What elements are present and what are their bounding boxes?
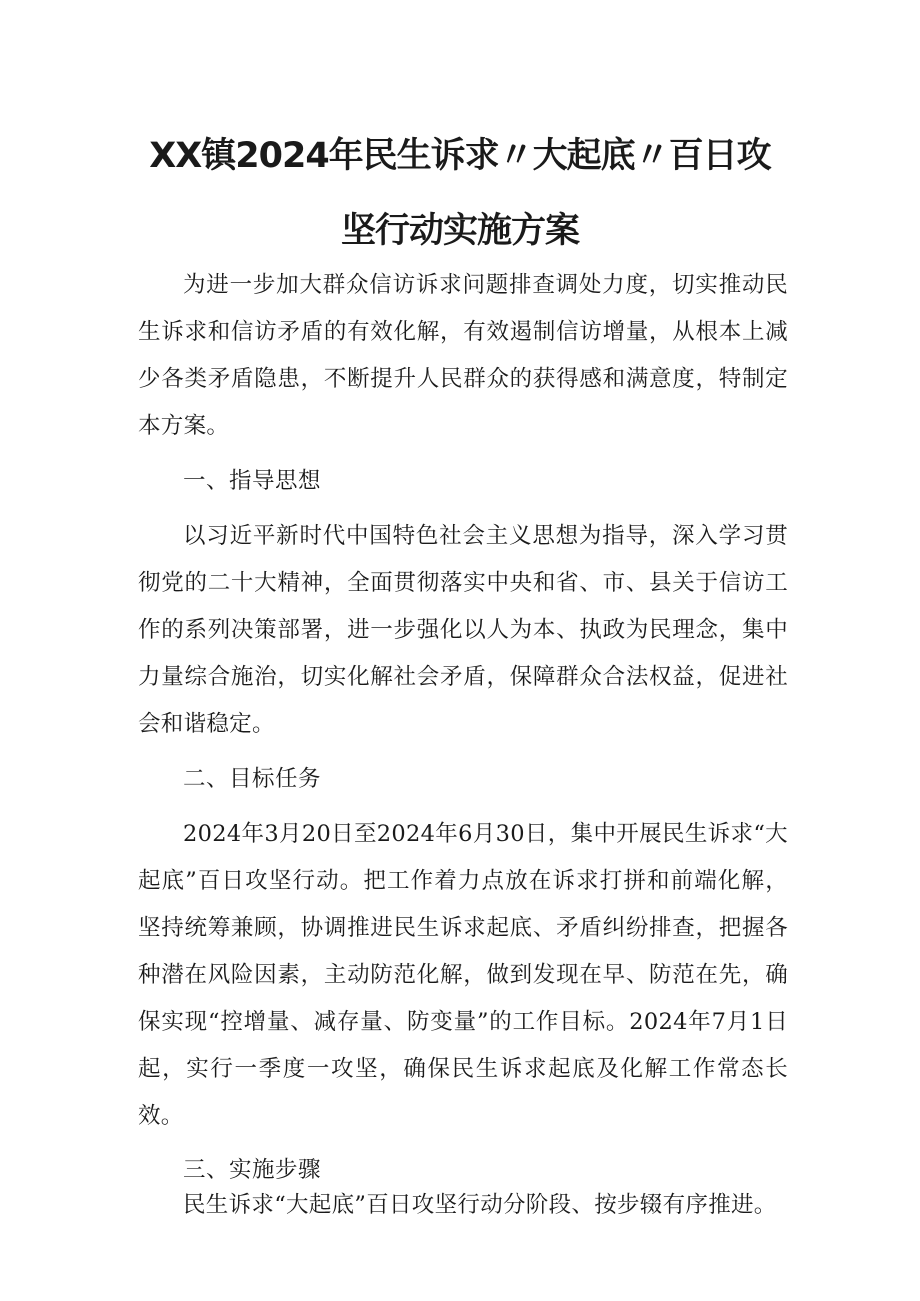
section-1-paragraph: 以习近平新时代中国特色社会主义思想为指导，深入学习贯彻党的二十大精神，全面贯彻落实中央和省、市、县关于信访工作的系列决策部署，进一步强化以人为本、执政为民理念，集中力量综合施治，切实化解社会矛盾，保障群众合法权益，促进社会和谐稳定。 <box>138 523 788 737</box>
section-2-paragraph: 2024年3月20日至2024年6月30日，集中开展民生诉求“大起底”百日攻坚行动。把工作着力点放在诉求打拼和前端化解，坚持统筹兼顾，协调推进民生诉求起底、矛盾纠纷排查，把握各种潜在风险因素，主动防范化解，做到发现在早、防范在先，确保实现“控增量、减存量、防变量”的工作目标。2024年7月1日起，实行一季度一攻坚，确保民生诉求起底及化解工作常态长效。 <box>138 821 788 1129</box>
section-2-heading: 二、目标任务 <box>183 766 322 792</box>
section-3-paragraph: 民生诉求“大起底”百日攻坚行动分阶段、按步辍有序推进。 <box>183 1192 777 1218</box>
section-3-heading: 三、实施步骤 <box>183 1157 322 1183</box>
intro-paragraph: 为进一步加大群众信访诉求问题排查调处力度，切实推动民生诉求和信访矛盾的有效化解，有效遏制信访增量，从根本上减少各类矛盾隐患，不断提升人民群众的获得感和满意度，特制定本方案。 <box>138 272 788 439</box>
document-title-line-2: 坚行动实施方案 <box>340 211 579 251</box>
document-title-line-1: XX镇2024年民生诉求〃大起底〃百日攻 <box>149 136 771 176</box>
section-1-heading: 一、指导思想 <box>183 468 322 494</box>
document-body <box>138 262 788 1222</box>
